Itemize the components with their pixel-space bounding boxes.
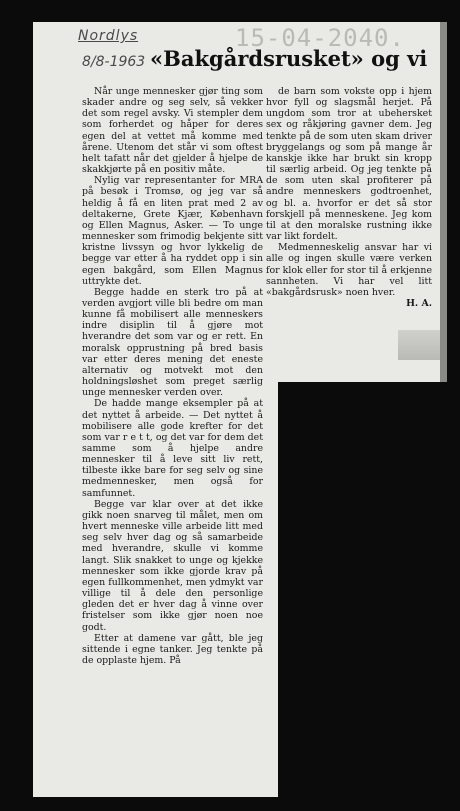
paragraph: Begge var klar over at det ikke gikk noen snarveg til målet, men om hvert menneske ville arbeide litt med seg selv hver dag og så samarbeide med hverandre, skulle vi komme langt. Slik snakket to unge og kjekke mennesker som ikke gjorde krav på egen fullkommenhet, men ydmykt var villige til å dele den personlige gleden det er hver dag å vinne over fristelser som ikke gjør noen noe godt. [82,498,263,633]
article-headline: «Bakgårdsrusket» og vi [150,46,428,71]
paragraph: De hadde mange eksempler på at det nyttet å arbeide. — Det nyttet å mobilisere alle gode krefter for det som var r e t t, og det var for dem det samme som å hjelpe andre mennesker til å leve sitt liv rett, tilbeste ikke bare for seg selv og sine medmennesker, men også for samfunnet. [82,398,263,499]
handwritten-source: Nordlys [78,28,139,44]
paragraph: Nylig var representanter for MRA på besøk i Tromsø, og jeg var så heldig å få en liten prat med 2 av deltakerne, Grete Kjær, København og Ellen Magnus, Asker. — To unge mennesker som frimodig bekjente sitt kristne livssyn og hvor lykkelig de begge var etter å ha ryddet opp i sin egen bakgård, som Ellen Magnus uttrykte det. [82,175,263,287]
archive-stamp: 15-04-2040. [235,24,405,52]
paragraph: Når unge mennesker gjør ting som skader andre og seg selv, så vekker det som regel avsky. Vi stempler dem som forherdet og håper for deres egen del at vettet må komme med årene. Utenom det står vi som oftest helt tafatt når det gjelder å hjelpe de skakkjørte på en positiv måte. [82,86,263,176]
mounting-strip [440,22,447,382]
handwritten-date: 8/8-1963 [82,54,146,70]
article-left-column [82,86,263,666]
paragraph: de barn som vokste opp i hjem hvor fyll og slagsmål herjet. På ungdom som tror at ubehersket sex og råkjøring gavner dem. Jeg tenkte på de som uten skam driver bryggelangs og som på mange år kanskje ikke har brukt sin kropp til særlig arbeid. Og jeg tenkte på de som uten skal profiterer på andre menneskers godtroenhet, og bl. a. hvorfor er det så stor forskjell på menneskene. Jeg kom til at den moralske rustning ikke var likt fordelt. [266,86,432,243]
author-signature: H. A. [406,297,432,309]
article-right-column [266,86,432,309]
paragraph: Medmenneskelig ansvar har vi alle og ingen skulle være verken for klok eller for stor til å erkjenne sannheten. Vi har vel litt «bakgårdsrusk» noen hver. [266,242,432,298]
bleed-through-area [398,330,440,360]
paragraph: Etter at damene var gått, ble jeg sittende i egne tanker. Jeg tenkte på de opplaste hjem. På [82,632,263,666]
paragraph: Begge hadde en sterk tro på at verden avgjort ville bli bedre om man kunne få mobilisert alle menneskers indre disiplin til å gjøre mot hverandre det som var og er rett. En moralsk opprustning på bred basis var etter deres mening det eneste alternativ og motvekt mot den holdningsløshet som preget særlig unge mennesker verden over. [82,286,263,399]
